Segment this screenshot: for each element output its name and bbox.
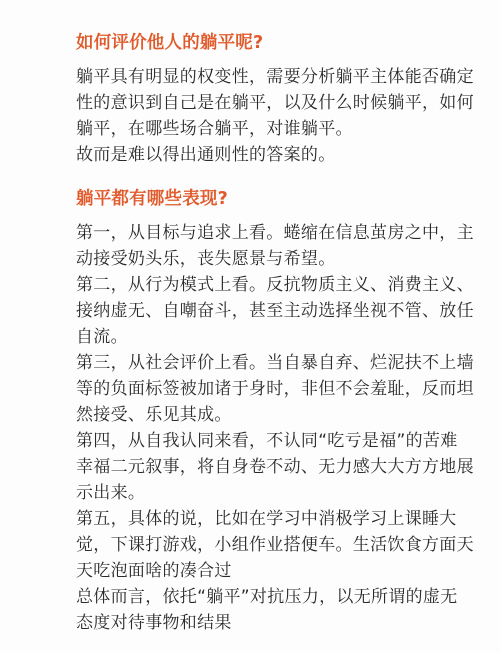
paragraph: 躺平具有明显的权变性，需要分析躺平主体能否确定性的意识到自己是在躺平，以及什么时候躺平，如何躺平，在哪些场合躺平，对谁躺平。 xyxy=(76,67,474,139)
list-item: 第四，从自我认同来看，不认同“吃亏是福”的苦难幸福二元叙事，将自身卷不动、无力感大大方方地展示出来。 xyxy=(76,431,474,503)
manifestation-list xyxy=(76,220,474,636)
list-item: 第二，从行为模式上看。反抗物质主义、消费主义、接纳虚无、自嘲奋斗，甚至主动选择坐视不管、放任自流。 xyxy=(76,275,474,347)
list-item: 第一，从目标与追求上看。蜷缩在信息茧房之中，主动接受奶头乐，丧失愿景与希望。 xyxy=(76,223,474,269)
list-item: 第三，从社会评价上看。当自暴自弃、烂泥扶不上墙等的负面标签被加诸于身时，非但不会羞耻，反而坦然接受、乐见其成。 xyxy=(76,353,474,425)
list-item: 总体而言，依托“躺平”对抗压力，以无所谓的虚无态度对待事物和结果 xyxy=(76,587,458,633)
list-item: 第五，具体的说，比如在学习中消极学习上课睡大觉，下课打游戏，小组作业搭便车。生活饮食方面天天吃泡面啥的凑合过 xyxy=(76,509,474,581)
section-heading-evaluate: 如何评价他人的躺平呢? xyxy=(76,33,264,53)
section-body-evaluate xyxy=(76,64,474,168)
section-heading-manifestations: 躺平都有哪些表现? xyxy=(76,189,228,209)
paragraph: 故而是难以得出通则性的答案的。 xyxy=(76,145,336,165)
